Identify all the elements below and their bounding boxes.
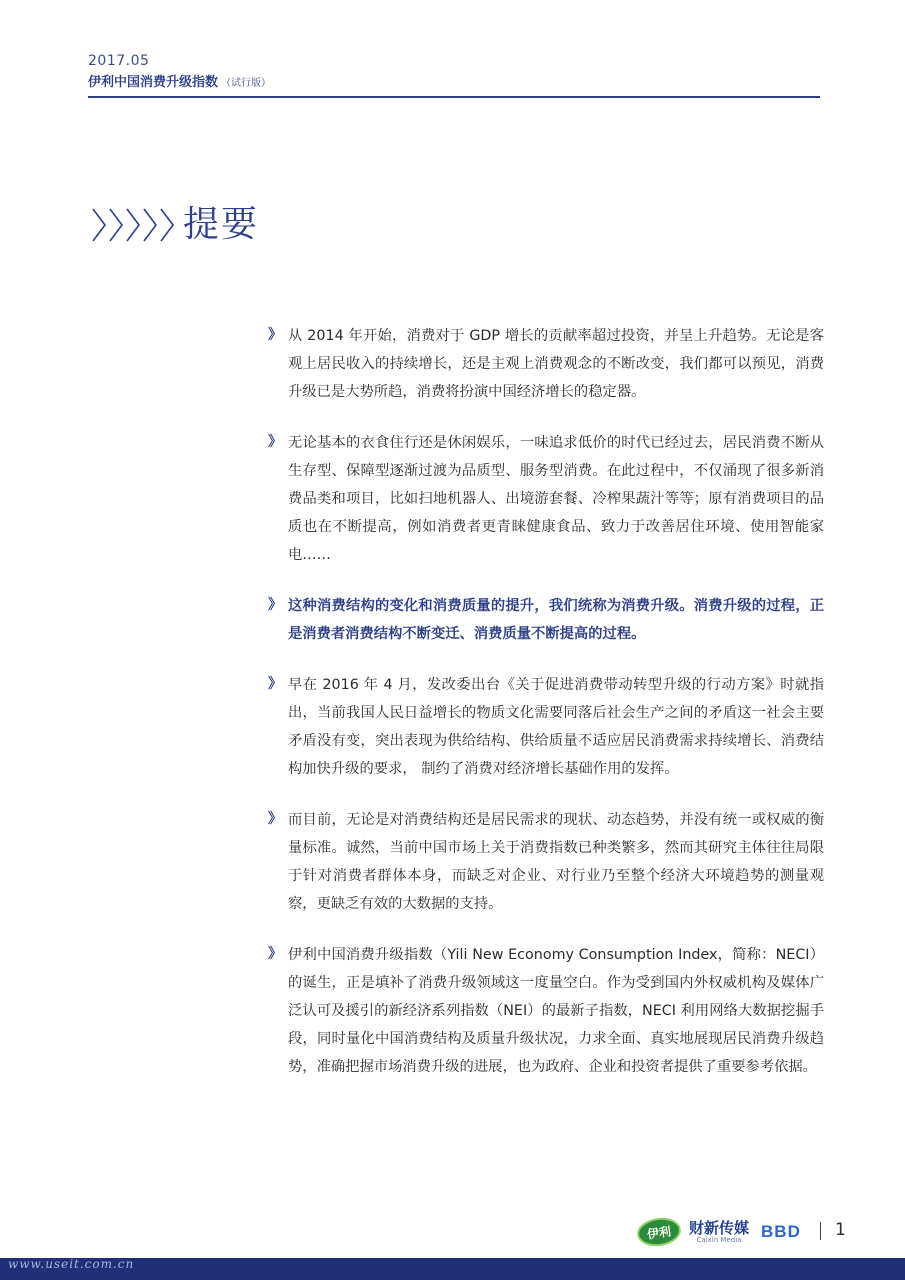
yili-logo: 伊利: [635, 1215, 682, 1249]
paragraph-text: 无论基本的衣食住行还是休闲娱乐，一味追求低价的时代已经过去，居民消费不断从生存型、保障型逐渐过渡为品质型、服务型消费。在此过程中，不仅涌现了很多新消费品类和项目，比如扫地机器人、出境游套餐、冷榨果蔬汁等等；原有消费项目的品质也在不断提高，例如消费者更青睐健康食品、致力于改善居住环境、使用智能家电……: [288, 435, 824, 563]
chevron-right-icon: [141, 206, 158, 244]
chevrons-icon: [90, 206, 175, 244]
header-rule: [88, 96, 820, 98]
highlight-paragraph: [268, 592, 824, 648]
paragraph: [268, 671, 824, 783]
section-title: 提要: [183, 204, 260, 245]
section-heading: [90, 200, 259, 250]
report-title-line: [88, 72, 820, 93]
paragraph-text: 早在 2016 年 4 月，发改委出台《关于促进消费带动转型升级的行动方案》时就指出，当前我国人民日益增长的物质文化需要同落后社会生产之间的矛盾这一社会主要矛盾没有变，突出表现为供给结构、供给质量不适应居民消费需求持续增长、消费结构加快升级的要求， 制约了消费对经济增长基础作用的发挥。: [288, 677, 824, 777]
bbd-logo: BBD: [761, 1222, 801, 1241]
chevron-right-icon: [158, 206, 175, 244]
chevron-right-icon: [90, 206, 107, 244]
page-header: [88, 52, 820, 93]
chevron-right-icon: [107, 206, 124, 244]
summary-paragraphs: [268, 322, 824, 1104]
paragraph: [268, 806, 824, 918]
paragraph: [268, 429, 824, 569]
paragraph: [268, 322, 824, 406]
report-date: 2017.05: [88, 53, 150, 69]
paragraph-text: 这种消费结构的变化和消费质量的提升，我们统称为消费升级。消费升级的过程，正是消费者消费结构不断变迁、消费质量不断提高的过程。: [288, 598, 824, 642]
bottom-bar: [0, 1258, 905, 1280]
footer-divider: [820, 1222, 821, 1240]
bullet-icon: 》: [268, 811, 282, 827]
paragraph-text: 而目前，无论是对消费结构还是居民需求的现状、动态趋势，并没有统一或权威的衡量标准。诚然，当前中国市场上关于消费指数已种类繁多，然而其研究主体往往局限于针对消费者群体本身，而缺乏对企业、对行业乃至整个经济大环境趋势的测量观察，更缺乏有效的大数据的支持。: [288, 812, 824, 912]
caixin-logo-en: Caixin Media: [696, 1236, 742, 1244]
caixin-logo: [689, 1220, 749, 1244]
bullet-icon: 》: [268, 597, 282, 613]
report-title: 伊利中国消费升级指数: [88, 75, 219, 90]
paragraph: [268, 941, 824, 1081]
bullet-icon: 》: [268, 676, 282, 692]
caixin-logo-cn: 财新传媒: [689, 1219, 750, 1237]
footer-logos: [637, 1215, 801, 1249]
page-number: 1: [835, 1220, 846, 1240]
watermark: www.useit.com.cn: [8, 1257, 135, 1271]
chevron-right-icon: [124, 206, 141, 244]
paragraph-text: 从 2014 年开始，消费对于 GDP 增长的贡献率超过投资，并呈上升趋势。无论是客观上居民收入的持续增长，还是主观上消费观念的不断改变，我们都可以预见，消费升级已是大势所趋，消费将扮演中国经济增长的稳定器。: [288, 328, 824, 400]
bullet-icon: 》: [268, 434, 282, 450]
bullet-icon: 》: [268, 946, 282, 962]
paragraph-text: 伊利中国消费升级指数（Yili New Economy Consumption Index，简称：NECI）的诞生，正是填补了消费升级领域这一度量空白。作为受到国内外权威机构及媒体广泛认可及援引的新经济系列指数（NEI）的最新子指数，NECI 利用网络大数据挖掘手段，同时量化中国消费结构及质量升级状况，力求全面、真实地展现居民消费升级趋势，准确把握市场消费升级的进展，也为政府、企业和投资者提供了重要参考依据。: [288, 947, 824, 1075]
bullet-icon: 》: [268, 327, 282, 343]
report-title-note: （试行版）: [221, 78, 272, 89]
